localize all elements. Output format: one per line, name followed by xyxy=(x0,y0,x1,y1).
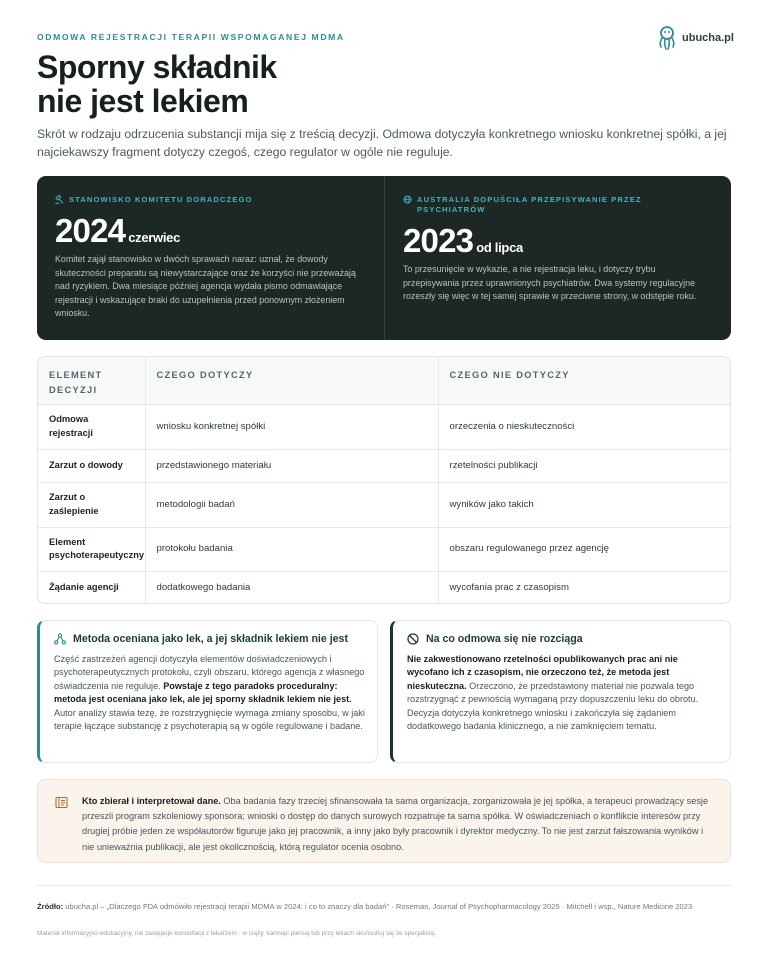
brand-name: ubucha.pl xyxy=(682,32,734,44)
note-text xyxy=(82,794,712,855)
source-label: Źródło: xyxy=(37,902,64,911)
table-cell: dodatkowego badania xyxy=(145,571,438,604)
table-cell: metodologii badań xyxy=(145,482,438,527)
card-heading xyxy=(407,633,718,645)
table-row xyxy=(38,527,731,571)
decision-table xyxy=(37,356,731,604)
stat-description: Komitet zajął stanowisko w dwóch sprawach naraz: uznał, że dowody skuteczności preparatu są niewystarczające oraz że korzyści nie przeważają nad ryzykiem. Dwa miesiące później agencja wydała pismo odmawiające rejestracji i wskazujące braki do uzupełnienia przed ponownym złożeniem wniosku. xyxy=(55,254,356,318)
stats-panel xyxy=(37,176,731,340)
title-line-2: nie jest lekiem xyxy=(37,83,249,119)
stat-committee xyxy=(55,176,375,340)
stat-value: 2024 xyxy=(55,212,126,249)
table-cell: rzetelności publikacji xyxy=(438,449,731,482)
stat-australia xyxy=(403,176,713,340)
card-title: Metoda oceniana jako lek, a jej składnik lekiem nie jest xyxy=(73,633,348,645)
stat-suffix: czerwiec xyxy=(128,230,181,245)
table-cell: wycofania prac z czasopism xyxy=(449,582,569,593)
card-body xyxy=(407,653,718,733)
note-body-text: Oba badania fazy trzeciej sfinansowała ta sama organizacja, zorganizowała je jej spółka, a terapeuci prowadzący sesje przeszli program szkoleniowy sponsora; wnioski o dostęp do danych surowych rozpatruje ta sama spółka. W oświadczeniach o konflikcie interesów przy drugiej próbie jeden ze współautorów figuruje jako jej pracownik, a inny jako były pracownik i dyrektor medyczny. To nie jest zarzut fałszowania wyników i nie unieważnia publikacji, ale jest okolicznością, którą regulator ocenia osobno. xyxy=(82,796,709,852)
stat-label-text: STANOWISKO KOMITETU DORADCZEGO xyxy=(69,195,253,204)
footer-divider xyxy=(37,885,731,886)
card-body xyxy=(54,653,365,733)
octopus-logo-icon xyxy=(656,25,678,51)
table-cell: wyników jako takich xyxy=(438,482,731,527)
prohibit-icon xyxy=(407,633,419,645)
globe-icon xyxy=(403,195,412,204)
card-title: Na co odmowa się nie rozciąga xyxy=(426,633,583,645)
note-bold-text: Kto zbierał i interpretował dane. xyxy=(82,796,221,806)
stat-description: To przesunięcie w wykazie, a nie rejestracja leku, i dotyczy trybu przepisywania przez uprawnionych psychiatrów. Dwa systemy regulacyjne rozeszły się więc w tej samej sprawie w przeciwne strony, w odstępie roku. xyxy=(403,264,697,301)
card-text: Orzeczono, że przedstawiony materiał nie pozwala tego rozstrzygnąć z pewnością wymaganą przy dopuszczeniu leku do obrotu. Decyzja dotyczyła konkretnego wniosku i zakończyła się żądaniem dodatkowego badania klinicznego, a nie zamknięciem tematu. xyxy=(407,680,699,732)
table-cell-key: Zarzut o zaślepienie xyxy=(38,482,145,527)
card-bold-text: Nie zakwestionowano rzetelności opublikowanych prac ani nie wycofano ich z czasopism, nie orzeczono też, że metoda jest nieskuteczna. xyxy=(407,654,678,691)
table-cell-key-text: Element psychoterapeutyczny xyxy=(49,536,145,560)
column-header: ELEMENT DECYZJI xyxy=(38,357,145,404)
molecule-icon xyxy=(54,633,66,645)
card-heading xyxy=(54,633,365,645)
column-header: CZEGO DOTYCZY xyxy=(145,357,438,404)
divider xyxy=(384,176,385,340)
card-text: Autor analizy stawia tezę, że rozstrzygnięcie wymaga zmiany sposobu, w jaki terapie łączące substancję z psychoterapią są w ogóle regulowane i badane. xyxy=(54,707,365,732)
stat-value: 2023 xyxy=(403,222,474,259)
title-line-1: Sporny składnik xyxy=(37,49,277,85)
data-provenance-note xyxy=(37,779,731,863)
stat-figure xyxy=(403,222,523,260)
stat-label xyxy=(403,195,653,214)
table-cell-key: Zarzut o dowody xyxy=(38,449,145,482)
table-row xyxy=(38,482,731,527)
brand[interactable] xyxy=(656,25,734,51)
lead-paragraph: Skrót w rodzaju odrzucenia substancji mija się z treścią decyzji. Odmowa dotyczyła konkretnego wniosku konkretnej spółki, a jej najciekawszy fragment dotyczy czegoś, czego regulator w ogóle nie reguluje. xyxy=(37,127,727,159)
stat-label-text: AUSTRALIA DOPUŚCIŁA PRZEPISYWANIE PRZEZ PSYCHIATRÓW xyxy=(417,195,642,214)
table-row xyxy=(38,571,731,604)
kicker: ODMOWA REJESTRACJI TERAPII WSPOMAGANEJ MDMA xyxy=(37,32,345,42)
table-cell-key: Odmowa rejestracji xyxy=(38,404,145,449)
paradox-card xyxy=(37,620,378,763)
table-cell: protokołu badania xyxy=(145,527,438,571)
disclaimer: Materiał informacyjno-edukacyjny, nie zastępuje konsultacji z lekarzem · w ciąży, karmiąc piersią lub przy lekach skonsultuj się ze specjalistą. xyxy=(37,930,436,937)
table-header-row xyxy=(38,357,731,404)
table-cell-key: Żądanie agencji xyxy=(38,571,145,604)
card-text: Część zastrzeżeń agencji dotyczyła elementów doświadczeniowych i psychoterapeutycznych protokołu, czyli obszaru, którego agencja z własnego oświadczenia nie reguluje. xyxy=(54,654,365,691)
column-header: CZEGO NIE DOTYCZY xyxy=(438,357,731,404)
page-title xyxy=(37,50,437,118)
table-cell: orzeczenia o nieskuteczności xyxy=(438,404,731,449)
gavel-icon xyxy=(55,195,64,204)
stat-suffix: od lipca xyxy=(476,240,523,255)
scope-card xyxy=(390,620,731,763)
table-cell-key xyxy=(38,527,145,571)
table-cell: obszaru regulowanego przez agencję xyxy=(438,527,731,571)
table-row xyxy=(38,404,731,449)
source-text: ubucha.pl – „Dlaczego FDA odmówiło rejestracji terapii MDMA w 2024: i co to znaczy dla badań" · Roseman, Journal of Psychopharmacology 2025 · Mitchell i wsp., Nature Medicine 2023 xyxy=(63,902,693,911)
table-row xyxy=(38,449,731,482)
card-bold-text: Powstaje z tego paradoks proceduralny: metoda jest oceniana jako lek, ale jej sporny składnik lekiem nie jest. xyxy=(54,680,352,705)
document-icon xyxy=(55,796,68,809)
stat-label xyxy=(55,195,355,205)
table-cell: wniosku konkretnej spółki xyxy=(145,404,438,449)
source-line xyxy=(37,901,731,912)
stat-figure xyxy=(55,212,180,250)
table-cell: przedstawionego materiału xyxy=(145,449,438,482)
